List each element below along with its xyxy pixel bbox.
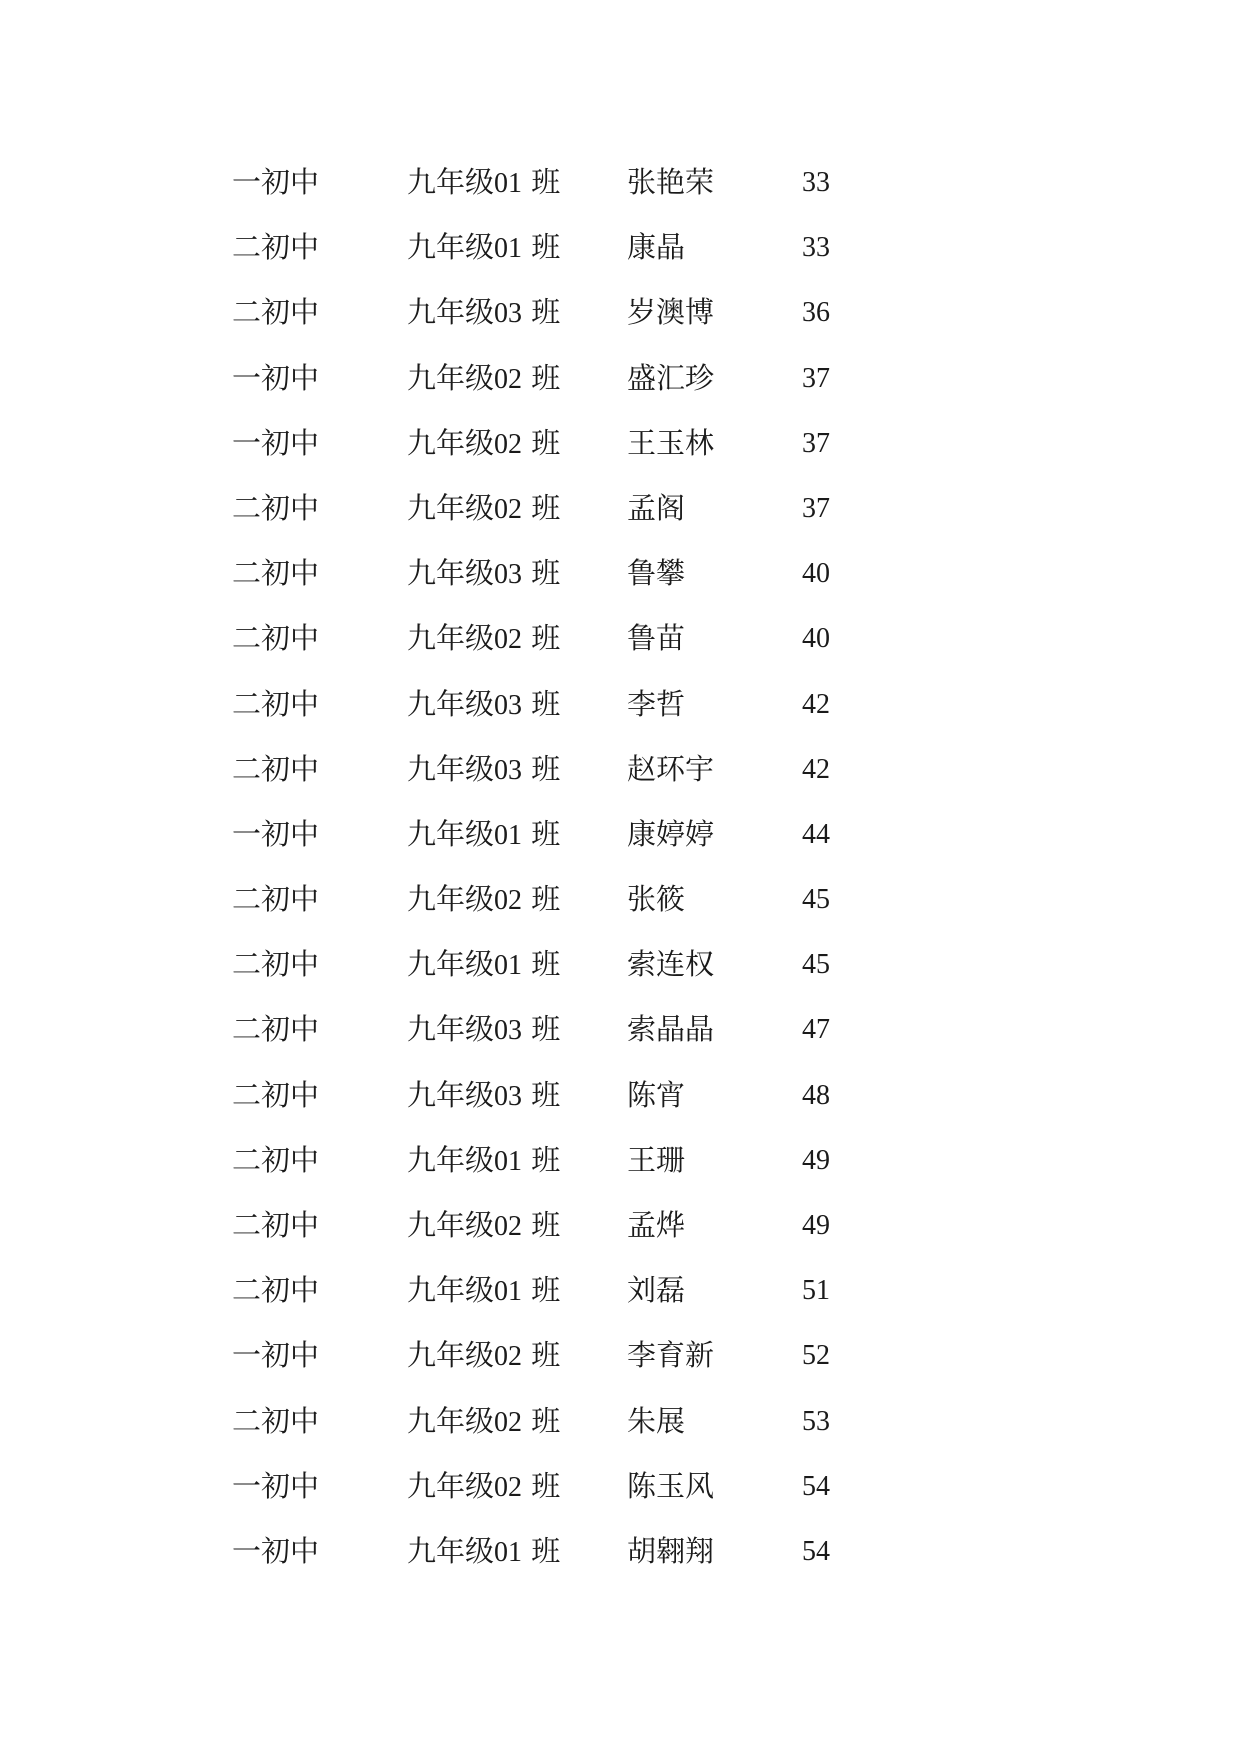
class-number: 03 <box>494 1015 523 1047</box>
class-cell <box>407 737 560 803</box>
score-cell: 45 <box>802 884 830 916</box>
class-number: 03 <box>494 1080 523 1112</box>
grade-text: 九年级 <box>407 1403 495 1438</box>
class-suffix: 班 <box>531 621 561 656</box>
class-suffix: 班 <box>531 556 561 591</box>
school-cell: 二初中 <box>232 556 320 591</box>
score-cell: 36 <box>802 297 830 329</box>
student-name-cell: 索连权 <box>627 947 715 982</box>
school-cell: 二初中 <box>232 295 320 330</box>
class-suffix: 班 <box>531 1273 561 1308</box>
class-cell <box>407 1454 560 1520</box>
grade-text: 九年级 <box>407 1338 495 1373</box>
class-number: 02 <box>494 1406 523 1438</box>
grade-text: 九年级 <box>407 1273 495 1308</box>
class-number: 01 <box>494 1276 523 1308</box>
score-cell: 33 <box>802 167 830 198</box>
school-cell: 二初中 <box>232 686 320 721</box>
score-cell: 45 <box>802 949 830 981</box>
grade-text: 九年级 <box>407 816 495 851</box>
school-cell: 一初中 <box>232 1468 320 1503</box>
table-row <box>232 1258 872 1323</box>
class-number: 03 <box>494 559 523 591</box>
school-cell: 二初中 <box>232 1403 320 1438</box>
school-cell: 二初中 <box>232 1142 320 1177</box>
student-name-cell: 孟阁 <box>627 490 686 525</box>
table-row <box>232 737 872 802</box>
school-cell: 二初中 <box>232 490 320 525</box>
score-cell: 54 <box>802 1535 830 1567</box>
score-cell: 40 <box>802 558 830 590</box>
student-name-cell: 李育新 <box>627 1338 715 1373</box>
student-name-cell: 胡翱翔 <box>627 1533 715 1568</box>
class-suffix: 班 <box>531 1012 561 1047</box>
student-name-cell: 王珊 <box>627 1142 686 1177</box>
school-cell: 二初中 <box>232 1208 320 1242</box>
class-number: 02 <box>494 363 523 395</box>
class-cell <box>407 1258 560 1324</box>
score-cell: 37 <box>802 362 830 394</box>
school-cell: 二初中 <box>232 1077 320 1112</box>
student-name-cell: 张艳荣 <box>627 165 715 199</box>
school-cell: 一初中 <box>232 360 320 395</box>
school-cell: 二初中 <box>232 230 320 265</box>
student-name-cell: 岁澳博 <box>627 295 715 330</box>
student-name-cell: 刘磊 <box>627 1273 686 1308</box>
score-cell: 49 <box>802 1210 830 1241</box>
grade-text: 九年级 <box>407 1533 495 1568</box>
class-suffix: 班 <box>531 882 561 917</box>
student-name-cell: 陈玉风 <box>627 1468 715 1503</box>
class-number: 02 <box>494 624 523 656</box>
school-cell: 二初中 <box>232 1273 320 1308</box>
school-cell: 二初中 <box>232 1012 320 1047</box>
class-number: 01 <box>494 1536 523 1568</box>
table-row <box>232 1519 872 1584</box>
class-number: 02 <box>494 493 523 525</box>
score-cell: 33 <box>802 232 830 264</box>
grade-text: 九年级 <box>407 1208 495 1242</box>
school-cell: 一初中 <box>232 1533 320 1568</box>
student-name-cell: 鲁攀 <box>627 556 686 591</box>
class-suffix: 班 <box>531 425 561 460</box>
table-row <box>232 672 872 737</box>
student-name-cell: 张筱 <box>627 882 686 917</box>
class-cell <box>407 672 560 738</box>
class-suffix: 班 <box>531 1208 561 1242</box>
class-suffix: 班 <box>531 947 561 982</box>
score-cell: 47 <box>802 1014 830 1046</box>
school-cell: 一初中 <box>232 425 320 460</box>
school-cell: 二初中 <box>232 621 320 656</box>
class-number: 03 <box>494 298 523 330</box>
class-suffix: 班 <box>531 230 561 265</box>
table-row <box>232 802 872 867</box>
grade-text: 九年级 <box>407 556 495 591</box>
class-cell <box>407 541 560 607</box>
class-cell <box>407 346 560 412</box>
student-name-cell: 赵环宇 <box>627 751 715 786</box>
table-row <box>232 476 872 541</box>
class-cell <box>407 1063 560 1129</box>
table-row <box>232 411 872 476</box>
class-number: 03 <box>494 689 523 721</box>
class-suffix: 班 <box>531 1468 561 1503</box>
school-cell: 二初中 <box>232 751 320 786</box>
class-number: 02 <box>494 428 523 460</box>
score-cell: 48 <box>802 1079 830 1111</box>
class-cell <box>407 1323 560 1389</box>
grade-text: 九年级 <box>407 882 495 917</box>
class-number: 01 <box>494 950 523 982</box>
class-cell <box>407 1519 560 1585</box>
class-suffix: 班 <box>531 1142 561 1177</box>
class-cell <box>407 1128 560 1194</box>
student-name-cell: 王玉林 <box>627 425 715 460</box>
score-cell: 49 <box>802 1144 830 1176</box>
table-row <box>232 932 872 997</box>
class-suffix: 班 <box>531 360 561 395</box>
class-number: 01 <box>494 1145 523 1177</box>
grade-text: 九年级 <box>407 621 495 656</box>
table-row <box>232 280 872 345</box>
student-name-cell: 陈宵 <box>627 1077 686 1112</box>
class-cell <box>407 411 560 477</box>
score-cell: 40 <box>802 623 830 655</box>
student-name-cell: 鲁苗 <box>627 621 686 656</box>
class-suffix: 班 <box>531 1533 561 1568</box>
grade-text: 九年级 <box>407 295 495 330</box>
class-cell <box>407 867 560 933</box>
class-cell <box>407 997 560 1063</box>
student-name-cell: 李哲 <box>627 686 686 721</box>
score-cell: 42 <box>802 688 830 720</box>
class-suffix: 班 <box>531 816 561 851</box>
table-row <box>232 215 872 280</box>
grade-text: 九年级 <box>407 947 495 982</box>
class-suffix: 班 <box>531 490 561 525</box>
class-suffix: 班 <box>531 1077 561 1112</box>
score-cell: 51 <box>802 1275 830 1307</box>
class-number: 02 <box>494 1341 523 1373</box>
class-number: 02 <box>494 1211 523 1242</box>
class-suffix: 班 <box>531 751 561 786</box>
class-cell <box>407 280 560 346</box>
grade-text: 九年级 <box>407 686 495 721</box>
grade-text: 九年级 <box>407 425 495 460</box>
table-row <box>232 346 872 411</box>
student-name-cell: 索晶晶 <box>627 1012 715 1047</box>
grade-text: 九年级 <box>407 1077 495 1112</box>
class-suffix: 班 <box>531 686 561 721</box>
school-cell: 一初中 <box>232 1338 320 1373</box>
class-number: 03 <box>494 754 523 786</box>
class-cell <box>407 1193 560 1259</box>
grade-text: 九年级 <box>407 1142 495 1177</box>
class-number: 01 <box>494 819 523 851</box>
table-row <box>232 541 872 606</box>
table-row <box>232 606 872 671</box>
grade-text: 九年级 <box>407 165 495 199</box>
score-cell: 37 <box>802 427 830 459</box>
class-suffix: 班 <box>531 295 561 330</box>
table-row <box>232 867 872 932</box>
table-row <box>232 1193 872 1258</box>
table-row <box>232 1128 872 1193</box>
score-cell: 53 <box>802 1405 830 1437</box>
grade-text: 九年级 <box>407 1468 495 1503</box>
student-score-list <box>232 150 872 1584</box>
class-number: 02 <box>494 1471 523 1503</box>
class-suffix: 班 <box>531 1338 561 1373</box>
score-cell: 42 <box>802 753 830 785</box>
table-row <box>232 997 872 1062</box>
class-suffix: 班 <box>531 165 561 199</box>
school-cell: 二初中 <box>232 947 320 982</box>
class-number: 01 <box>494 168 523 199</box>
grade-text: 九年级 <box>407 360 495 395</box>
table-row <box>232 1454 872 1519</box>
student-name-cell: 盛汇珍 <box>627 360 715 395</box>
grade-text: 九年级 <box>407 230 495 265</box>
table-row <box>232 1389 872 1454</box>
grade-text: 九年级 <box>407 490 495 525</box>
score-cell: 52 <box>802 1340 830 1372</box>
school-cell: 一初中 <box>232 165 320 199</box>
student-name-cell: 康婷婷 <box>627 816 715 851</box>
class-cell <box>407 476 560 542</box>
class-cell <box>407 606 560 672</box>
class-cell <box>407 1389 560 1455</box>
grade-text: 九年级 <box>407 751 495 786</box>
class-number: 01 <box>494 233 523 265</box>
table-row <box>232 1063 872 1128</box>
class-suffix: 班 <box>531 1403 561 1438</box>
class-number: 02 <box>494 885 523 917</box>
table-row <box>232 150 872 215</box>
grade-text: 九年级 <box>407 1012 495 1047</box>
class-cell <box>407 215 560 281</box>
student-name-cell: 康晶 <box>627 230 686 265</box>
class-cell <box>407 932 560 998</box>
class-cell <box>407 802 560 868</box>
table-row <box>232 1323 872 1388</box>
student-name-cell: 朱展 <box>627 1403 686 1438</box>
class-cell <box>407 150 560 216</box>
score-cell: 37 <box>802 492 830 524</box>
score-cell: 44 <box>802 818 830 850</box>
school-cell: 二初中 <box>232 882 320 917</box>
score-cell: 54 <box>802 1470 830 1502</box>
school-cell: 一初中 <box>232 816 320 851</box>
student-name-cell: 孟烨 <box>627 1208 686 1242</box>
